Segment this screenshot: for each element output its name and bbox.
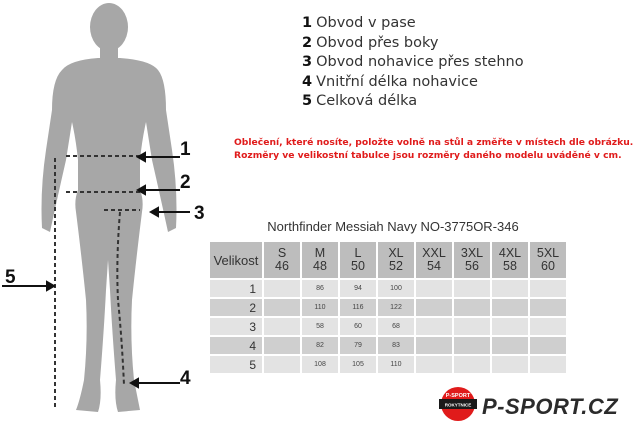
table-cell (530, 337, 566, 354)
human-silhouette (42, 3, 177, 412)
size-header-cell (340, 242, 376, 278)
size-number: 54 (427, 259, 441, 273)
size-header-cell (492, 242, 528, 278)
legend-item: 2 Obvod přes boky (302, 34, 439, 51)
row-label: 4 (210, 337, 262, 354)
size-header-cell (378, 242, 414, 278)
table-cell: 105 (340, 356, 376, 373)
table-row (210, 356, 566, 373)
size-number: 50 (351, 259, 365, 273)
table-cell (492, 356, 528, 373)
size-label: S (277, 246, 287, 260)
table-cell: 116 (340, 299, 376, 316)
table-cell: 58 (302, 318, 338, 335)
table-row (210, 337, 566, 354)
legend-item: 4 Vnitřní délka nohavice (302, 73, 478, 90)
table-cell (492, 318, 528, 335)
table-cell (530, 299, 566, 316)
size-label: M (314, 246, 326, 260)
measurement-legend (302, 15, 524, 113)
size-header-cell (454, 242, 490, 278)
table-cell: 86 (302, 280, 338, 297)
size-number: 56 (465, 259, 479, 273)
table-cell (264, 318, 300, 335)
legend-item: 3 Obvod nohavice přes stehno (302, 54, 524, 70)
table-cell (416, 337, 452, 354)
table-cell (454, 280, 490, 297)
logo-text: P-SPORT.CZ (482, 394, 619, 419)
table-header-row (210, 242, 566, 278)
size-label: 3XL (460, 246, 484, 260)
table-cell (264, 356, 300, 373)
legend-item: 1 Obvod v pase (302, 15, 416, 31)
table-cell: 94 (340, 280, 376, 297)
table-cell (530, 318, 566, 335)
table-cell (454, 299, 490, 316)
p-sport-logo (438, 386, 478, 422)
table-cell: 79 (340, 337, 376, 354)
legend-item: 5 Celková délka (302, 93, 418, 109)
table-cell (530, 356, 566, 373)
table-cell: 83 (378, 337, 414, 354)
table-cell (416, 299, 452, 316)
marker-label-4: 4 (180, 368, 191, 389)
size-table (208, 240, 568, 375)
marker-label-1: 1 (180, 139, 191, 160)
body-figure (0, 0, 230, 424)
table-cell: 68 (378, 318, 414, 335)
note-line-2: Rozměry ve velikostní tabulce jsou rozměry daného modelu uváděné v cm. (234, 150, 622, 161)
size-header-cell (302, 242, 338, 278)
table-cell: 110 (378, 356, 414, 373)
row-label: 2 (210, 299, 262, 316)
table-cell: 100 (378, 280, 414, 297)
table-cell (454, 318, 490, 335)
size-number: 60 (541, 259, 555, 273)
marker-label-3: 3 (194, 203, 205, 224)
logo-badge-bottom: ROKYTNICE (444, 402, 472, 408)
table-cell (416, 318, 452, 335)
table-row (210, 318, 566, 335)
row-label: 5 (210, 356, 262, 373)
table-cell: 60 (340, 318, 376, 335)
size-label: 4XL (498, 246, 522, 260)
table-title: Northfinder Messiah Navy NO-3775OR-346 (267, 219, 519, 234)
table-cell (416, 356, 452, 373)
table-row (210, 299, 566, 316)
table-cell (492, 280, 528, 297)
table-cell (492, 299, 528, 316)
header-cell: Velikost (210, 242, 262, 278)
table-cell (530, 280, 566, 297)
table-cell (264, 337, 300, 354)
size-number: 52 (389, 259, 403, 273)
size-number: 46 (275, 259, 289, 273)
marker-label-2: 2 (180, 172, 191, 193)
size-label: XL (388, 246, 404, 260)
marker-label-5: 5 (5, 267, 16, 288)
logo-badge-top: P-SPORT (445, 393, 471, 399)
row-label: 1 (210, 280, 262, 297)
note-line-1: Oblečení, které nosíte, položte volně na stůl a změřte v místech dle obrázku. (234, 137, 633, 148)
table-cell: 110 (302, 299, 338, 316)
table-cell: 108 (302, 356, 338, 373)
size-header-cell (530, 242, 566, 278)
row-label: 3 (210, 318, 262, 335)
table-cell (492, 337, 528, 354)
table-cell (454, 356, 490, 373)
table-row (210, 280, 566, 297)
table-cell: 122 (378, 299, 414, 316)
measurement-note (234, 136, 633, 162)
table-cell (264, 280, 300, 297)
size-number: 58 (503, 259, 517, 273)
size-label: XXL (422, 246, 446, 260)
table-cell (454, 337, 490, 354)
table-cell (264, 299, 300, 316)
size-label: L (354, 246, 362, 260)
size-label: 5XL (536, 246, 560, 260)
table-cell: 82 (302, 337, 338, 354)
size-header-cell (264, 242, 300, 278)
size-header-cell (416, 242, 452, 278)
size-number: 48 (313, 259, 327, 273)
table-cell (416, 280, 452, 297)
